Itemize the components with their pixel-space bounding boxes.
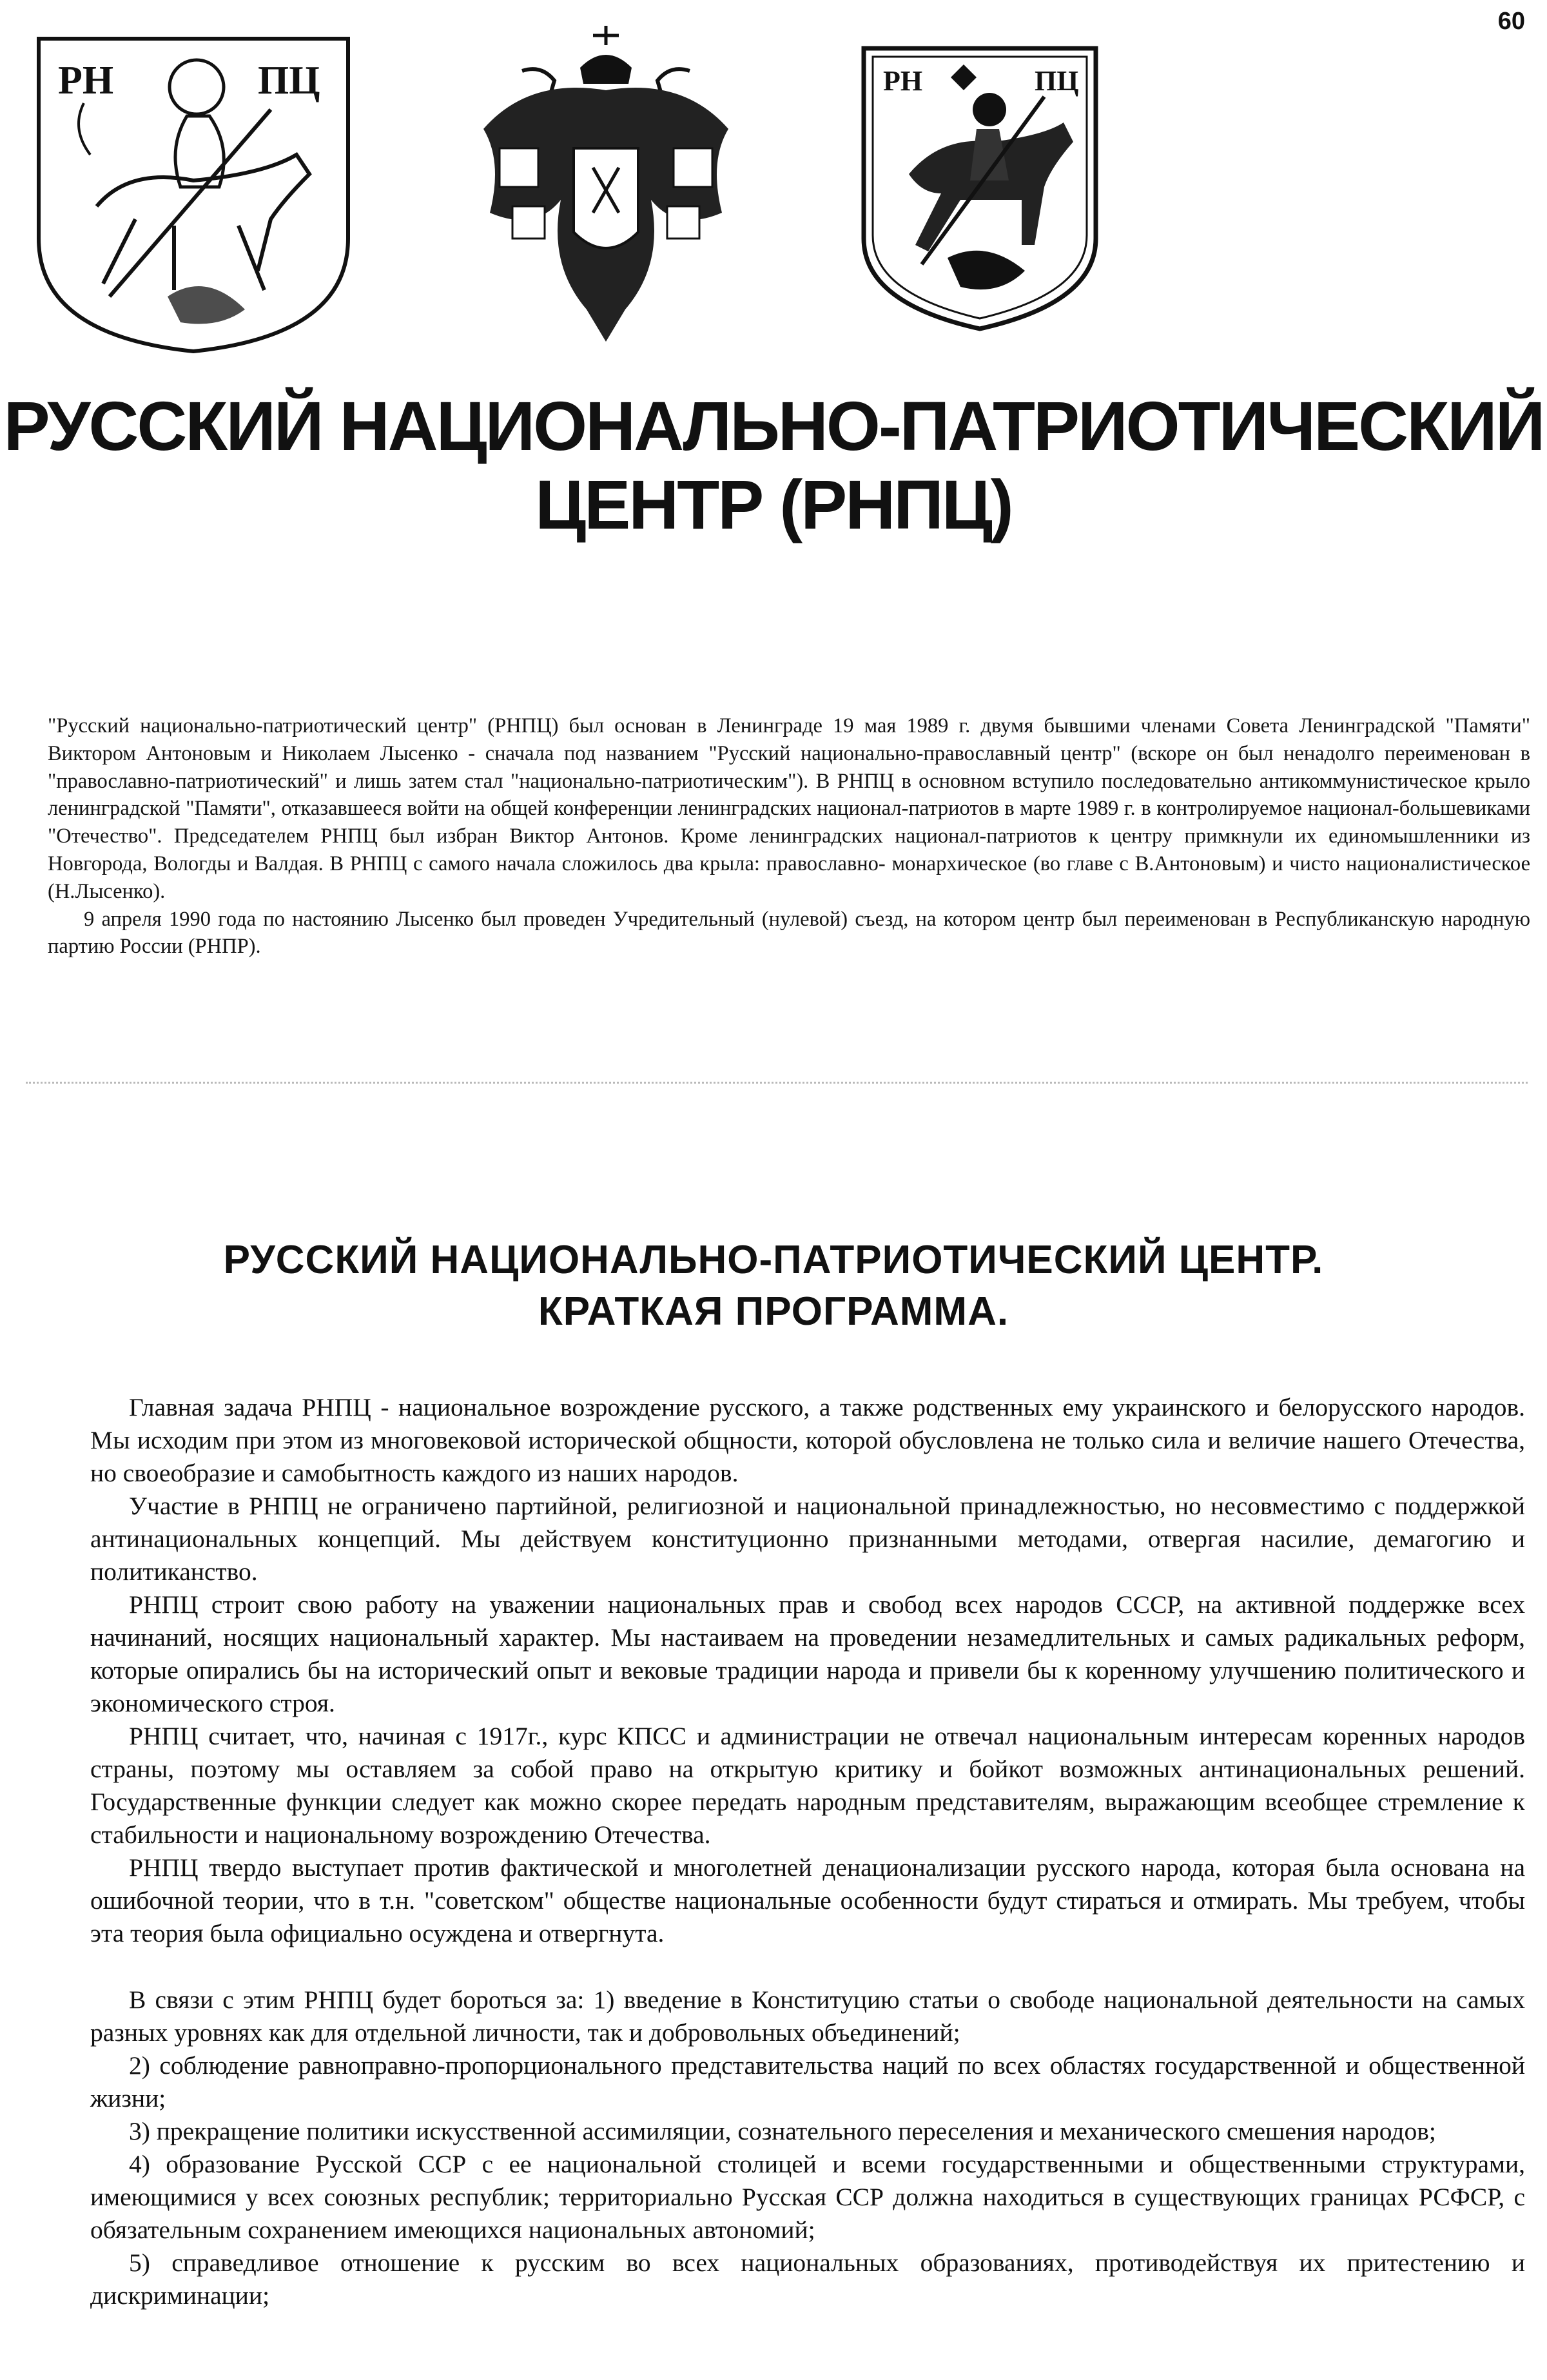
- main-title-line-1: РУССКИЙ НАЦИОНАЛЬНО-ПАТРИОТИЧЕСКИЙ: [3, 387, 1544, 465]
- program-title-line-2: КРАТКАЯ ПРОГРАММА.: [538, 1289, 1009, 1334]
- intro-paragraph-2: 9 апреля 1990 года по настоянию Лысенко был проведен Учредительный (нулевой) съезд, на котором центр был переименован в Республиканскую народную партию России (РНПР).: [48, 907, 1530, 959]
- double-headed-eagle-image: [464, 19, 748, 355]
- program-paragraph-3: РНПЦ строит свою работу на уважении национальных прав и свобод всех народов СССР, на активной поддержке всех начинаний, носящих национальный характер. Мы настаиваем на проведении незамедлительных и самых радикальных реформ, которые опирались бы на исторический опыт и вековые традиции народа и привели бы к коренному улучшению политического и экономического строя.: [90, 1590, 1525, 1717]
- section-divider: [26, 1082, 1528, 1084]
- st-george-shield-icon: [851, 39, 1109, 335]
- program-paragraph-8: 3) прекращение политики искусственной ассимиляции, сознательного переселения и механического смешения народов;: [129, 2117, 1436, 2145]
- main-title: [0, 387, 1547, 544]
- emblem-left-label-rn: РН: [58, 59, 114, 102]
- program-paragraph-9: 4) образование Русской ССР с ее национальной столицей и всеми государственными и общественными структурами, имеющимися у всех союзных республик; территориально Русская ССР должна находиться в существующих границах РСФСР, с обязательным сохранением имеющихся национальных автономий;: [90, 2150, 1525, 2244]
- program-paragraph-10: 5) справедливое отношение к русским во всех национальных образованиях, противодействуя их притестению и дискриминации;: [90, 2248, 1525, 2310]
- program-paragraph-6: В связи с этим РНПЦ будет бороться за: 1) введение в Конституцию статьи о свободе национальной деятельности на самых разных уровнях как для отдельной личности, так и добровольных объединений;: [90, 1985, 1525, 2047]
- main-title-line-2: ЦЕНТР (РНПЦ): [535, 465, 1012, 543]
- page-number: 60: [1497, 8, 1525, 35]
- program-paragraph-2: Участие в РНПЦ не ограничено партийной, религиозной и национальной принадлежностью, но несовместимо с поддержкой антинациональных концепций. Мы действуем конституционно признанными методами, отвергая насилие, демагогию и политиканство.: [90, 1492, 1525, 1586]
- program-text: [90, 1391, 1525, 2312]
- st-george-emblem-icon: [26, 26, 361, 361]
- emblem-left-label-pc: ПЦ: [258, 59, 320, 102]
- rnpc-emblem-right-image: [851, 39, 1109, 335]
- program-paragraph-1: Главная задача РНПЦ - национальное возрождение русского, а также родственных ему украинского и белорусского народов. Мы исходим при этом из многовековой исторической общности, которой обусловлена не только сила и величие нашего Отечества, но своеобразие и самобытность каждого из наших народов.: [90, 1393, 1525, 1487]
- emblem-right-label-rn: РН: [883, 65, 923, 97]
- program-paragraph-5: РНПЦ твердо выступает против фактической и многолетней денационализации русского народа, которая была основана на ошибочной теории, что в т.н. "советском" обществе национальные особенности будут стираться и отмирать. Мы требуем, чтобы эта теория была официально осуждена и отвергнута.: [90, 1853, 1525, 1947]
- program-title: [0, 1234, 1547, 1338]
- emblem-right-label-pc: ПЦ: [1035, 65, 1079, 97]
- rnpc-emblem-left-image: [26, 26, 361, 361]
- intro-paragraph-1: "Русский национально-патриотический центр" (РНПЦ) был основан в Ленинграде 19 мая 1989 г. двумя бывшими членами Совета Ленинградской "Памяти" Виктором Антоновым и Николаем Лысенко - сначала под названием "Русский национально-православный центр" (вскоре он был ненадолго переименован в "православно-патриотический" и лишь затем стал "национально-патриотическим"). В РНПЦ в основном вступило последовательно антикоммунистическое крыло ленинградской "Памяти", отказавшееся войти на общей конференции ленинградских национал-патриотов в марте 1989 г. в контролируемое национал-большевиками "Отечество". Председателем РНПЦ был избран Виктор Антонов. Кроме ленинградских национал-патриотов к центру примкнули их единомышленники из Новгорода, Вологды и Валдая. В РНПЦ с самого начала сложилось два крыла: православно- монархическое (во главе с В.Антоновым) и чисто националистическое (Н.Лысенко).: [48, 714, 1530, 903]
- double-headed-eagle-icon: [464, 19, 748, 355]
- intro-text: [48, 712, 1530, 961]
- program-paragraph-4: РНПЦ считает, что, начиная с 1917г., курс КПСС и администрации не отвечал национальным интересам коренных народов страны, поэтому мы оставляем за собой право на открытую критику и бойкот возможных антинациональных решений. Государственные функции следует как можно скорее передать народным представителям, выражающим всеобщее стремление к стабильности и национальному возрождению Отечества.: [90, 1722, 1525, 1849]
- program-paragraph-7: 2) соблюдение равноправно-пропорционального представительства наций по всех областях государственной и общественной жизни;: [90, 2051, 1525, 2112]
- program-title-line-1: РУССКИЙ НАЦИОНАЛЬНО-ПАТРИОТИЧЕСКИЙ ЦЕНТР.: [223, 1238, 1324, 1282]
